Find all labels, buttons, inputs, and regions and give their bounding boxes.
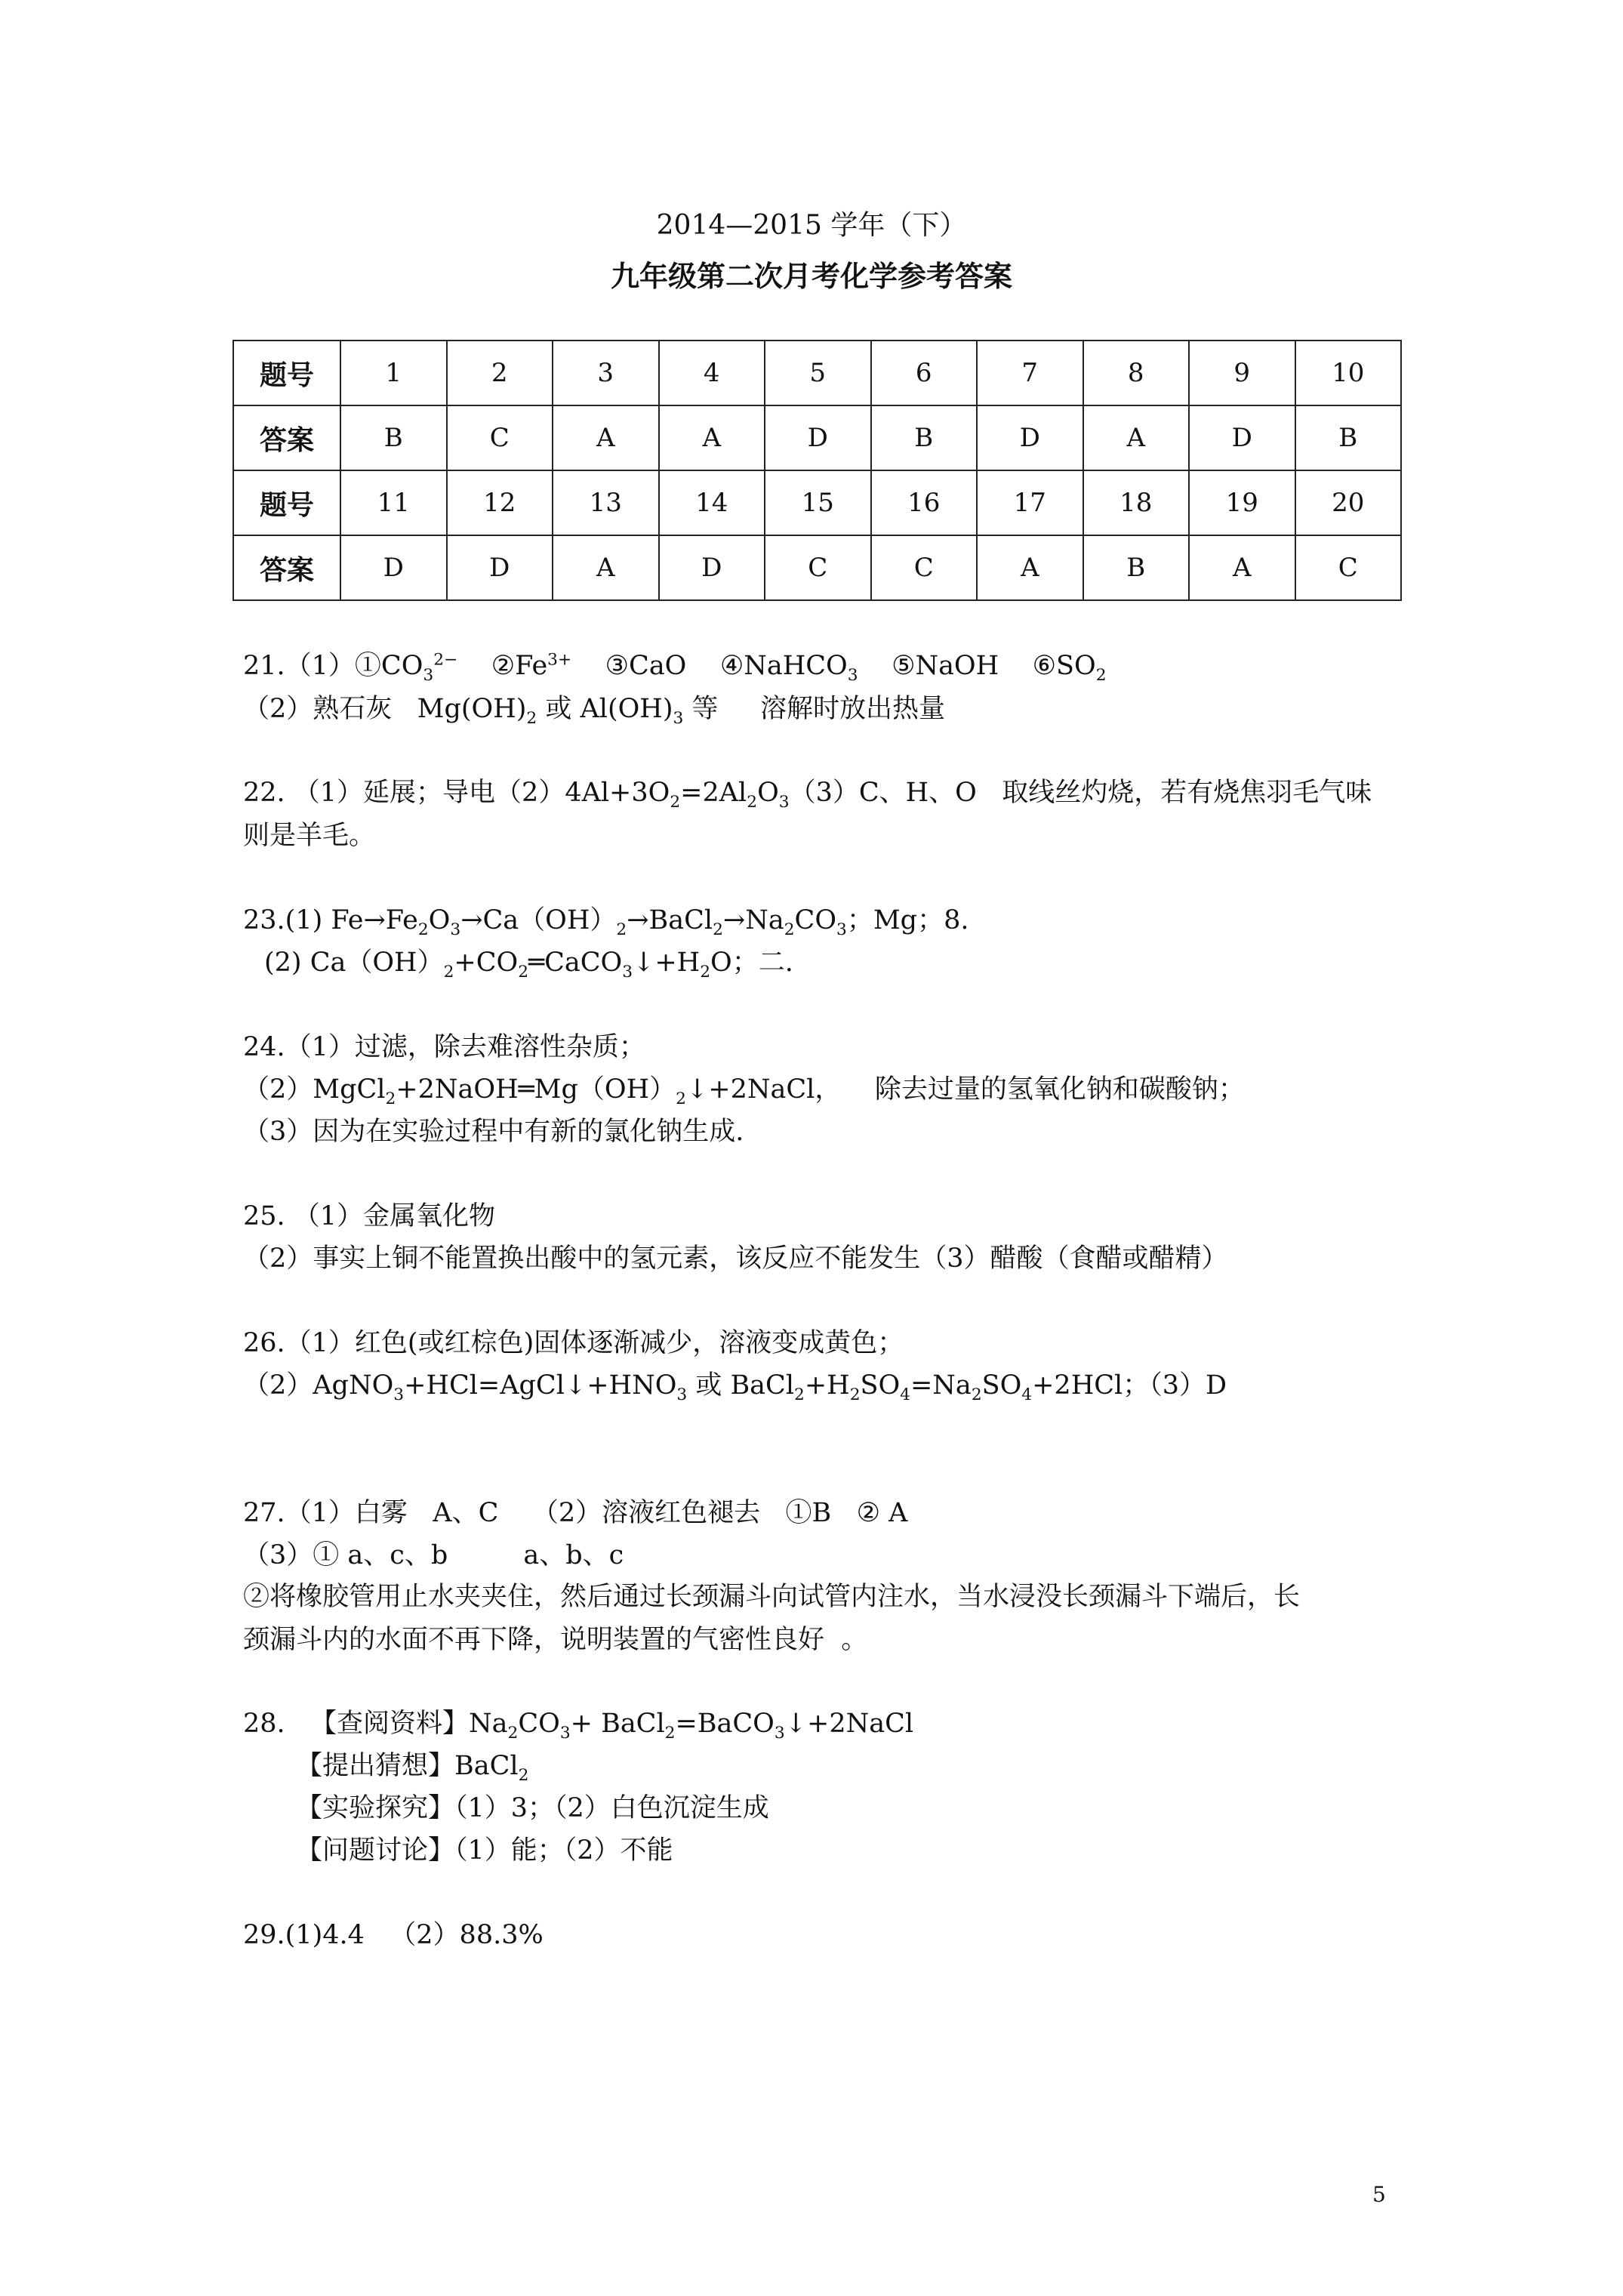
answer-line: 26.（1）红色(或红棕色)固体逐渐减少，溶液变成黄色；	[243, 1328, 904, 1358]
row-label: 答案	[233, 405, 340, 470]
answer-line: 【提出猜想】BaCl$_2$	[296, 1751, 529, 1785]
table-row	[233, 341, 1401, 405]
header-line-2: 九年级第二次月考化学参考答案	[610, 259, 1012, 293]
table-cell: D	[659, 535, 765, 600]
table-cell: 5	[765, 341, 871, 405]
table-cell: A	[553, 405, 659, 470]
answer-line: $21.(1)①CO_3^{2-}$ $②Fe^{3+}$ ③CaO ④NaHCO$_3$ ⑤NaOH $⑥SO_2$	[243, 650, 1107, 685]
answer-line: 28. 【查阅资料】$Na_2CO_3+$ BaCl$_2$=BaCO$_3$↓+2NaCl	[243, 1709, 914, 1743]
answer-line: 22. （1）延展；导电$(2)4Al+3O_2=2Al_2O_3(3)C$、H、O 取线丝灼烧，若有烧焦羽毛气味	[243, 778, 1372, 812]
table-cell: 16	[871, 470, 978, 535]
answer-line: $(2)MgCl_2+2NaOH═Mg(OH)_2↓+2NaCl$， 除去过量的氢氧化钠和碳酸钠；	[243, 1074, 1245, 1108]
answer-line: 【问题讨论】（1）能；（2）不能	[296, 1835, 673, 1866]
table-cell: A	[977, 535, 1083, 600]
table-cell: 7	[977, 341, 1083, 405]
answer-line: 27.（1）白雾 A、C （2）溶液红色褪去 ①B ② A	[243, 1498, 908, 1528]
answer-line: （2）熟石灰 $Mg(OH)_2$ 或 $Al(OH)_3$ 等 溶解时放出热量	[243, 694, 946, 728]
table-cell: D	[447, 535, 553, 600]
answer-line: 【实验探究】（1）3；（2）白色沉淀生成	[296, 1793, 769, 1823]
table-cell: 8	[1083, 341, 1190, 405]
table-cell: C	[447, 405, 553, 470]
table-cell: 10	[1295, 341, 1402, 405]
table-cell: 1	[340, 341, 447, 405]
table-cell: A	[1083, 405, 1190, 470]
table-cell: B	[340, 405, 447, 470]
table-cell: D	[1189, 405, 1295, 470]
answer-line: 则是羊毛。	[243, 821, 376, 851]
answer-line: 颈漏斗内的水面不再下降，说明装置的气密性良好 。	[243, 1625, 868, 1655]
table-cell: 6	[871, 341, 978, 405]
table-cell: B	[871, 405, 978, 470]
answer-line: （3）因为在实验过程中有新的氯化钠生成.	[243, 1117, 744, 1147]
answer-line: 29.(1)4.4 （2）88.3%	[243, 1920, 544, 1950]
table-cell: 9	[1189, 341, 1295, 405]
answer-line: （3）① a、c、b a、b、c	[243, 1540, 624, 1570]
answer-line: （2）事实上铜不能置换出酸中的氢元素，该反应不能发生（3）醋酸（食醋或醋精）	[243, 1244, 1228, 1274]
table-cell: D	[977, 405, 1083, 470]
table-cell: 19	[1189, 470, 1295, 535]
table-cell: C	[765, 535, 871, 600]
row-label: 题号	[233, 470, 340, 535]
table-cell: D	[765, 405, 871, 470]
table-cell: 4	[659, 341, 765, 405]
table-cell: B	[1083, 535, 1190, 600]
table-cell: 18	[1083, 470, 1190, 535]
row-label: 题号	[233, 341, 340, 405]
table-cell: 15	[765, 470, 871, 535]
table-row	[233, 470, 1401, 535]
table-row	[233, 405, 1401, 470]
table-cell: 17	[977, 470, 1083, 535]
table-cell: C	[871, 535, 978, 600]
answer-line: ②将橡胶管用止水夹夹住，然后通过长颈漏斗向试管内注水，当水浸没长颈漏斗下端后，长	[243, 1582, 1301, 1612]
table-cell: 14	[659, 470, 765, 535]
answer-table	[233, 340, 1402, 601]
table-cell: 12	[447, 470, 553, 535]
row-label: 答案	[233, 535, 340, 600]
table-cell: 2	[447, 341, 553, 405]
answer-line: (2) $Ca(OH)_2+CO_2═CaCO_3↓+H_2O$；二.	[264, 948, 793, 982]
table-cell: 20	[1295, 470, 1402, 535]
table-cell: A	[659, 405, 765, 470]
table-cell: 3	[553, 341, 659, 405]
page-number: 5	[1372, 2182, 1386, 2207]
table-row	[233, 535, 1401, 600]
table-cell: 13	[553, 470, 659, 535]
table-cell: 11	[340, 470, 447, 535]
answer-line: 23.(1) $Fe\to Fe_2O_3\to Ca(OH)_2\to BaCl_2\to Na_2CO_3$；Mg；8.	[243, 905, 969, 939]
answer-line: 25. （1）金属氧化物	[243, 1201, 496, 1231]
answer-line: $(2)AgNO_3+HCl=AgCl↓+HNO_3$ 或 $BaCl_2+H_2SO_4=Na_2SO_4+2HCl$；（3）D	[243, 1370, 1227, 1404]
answer-line: 24.（1）过滤，除去难溶性杂质；	[243, 1032, 645, 1062]
table-cell: C	[1295, 535, 1402, 600]
table-cell: B	[1295, 405, 1402, 470]
table-cell: D	[340, 535, 447, 600]
table-cell: A	[553, 535, 659, 600]
table-cell: A	[1189, 535, 1295, 600]
header-line-1: 2014—2015 学年（下）	[656, 210, 967, 241]
